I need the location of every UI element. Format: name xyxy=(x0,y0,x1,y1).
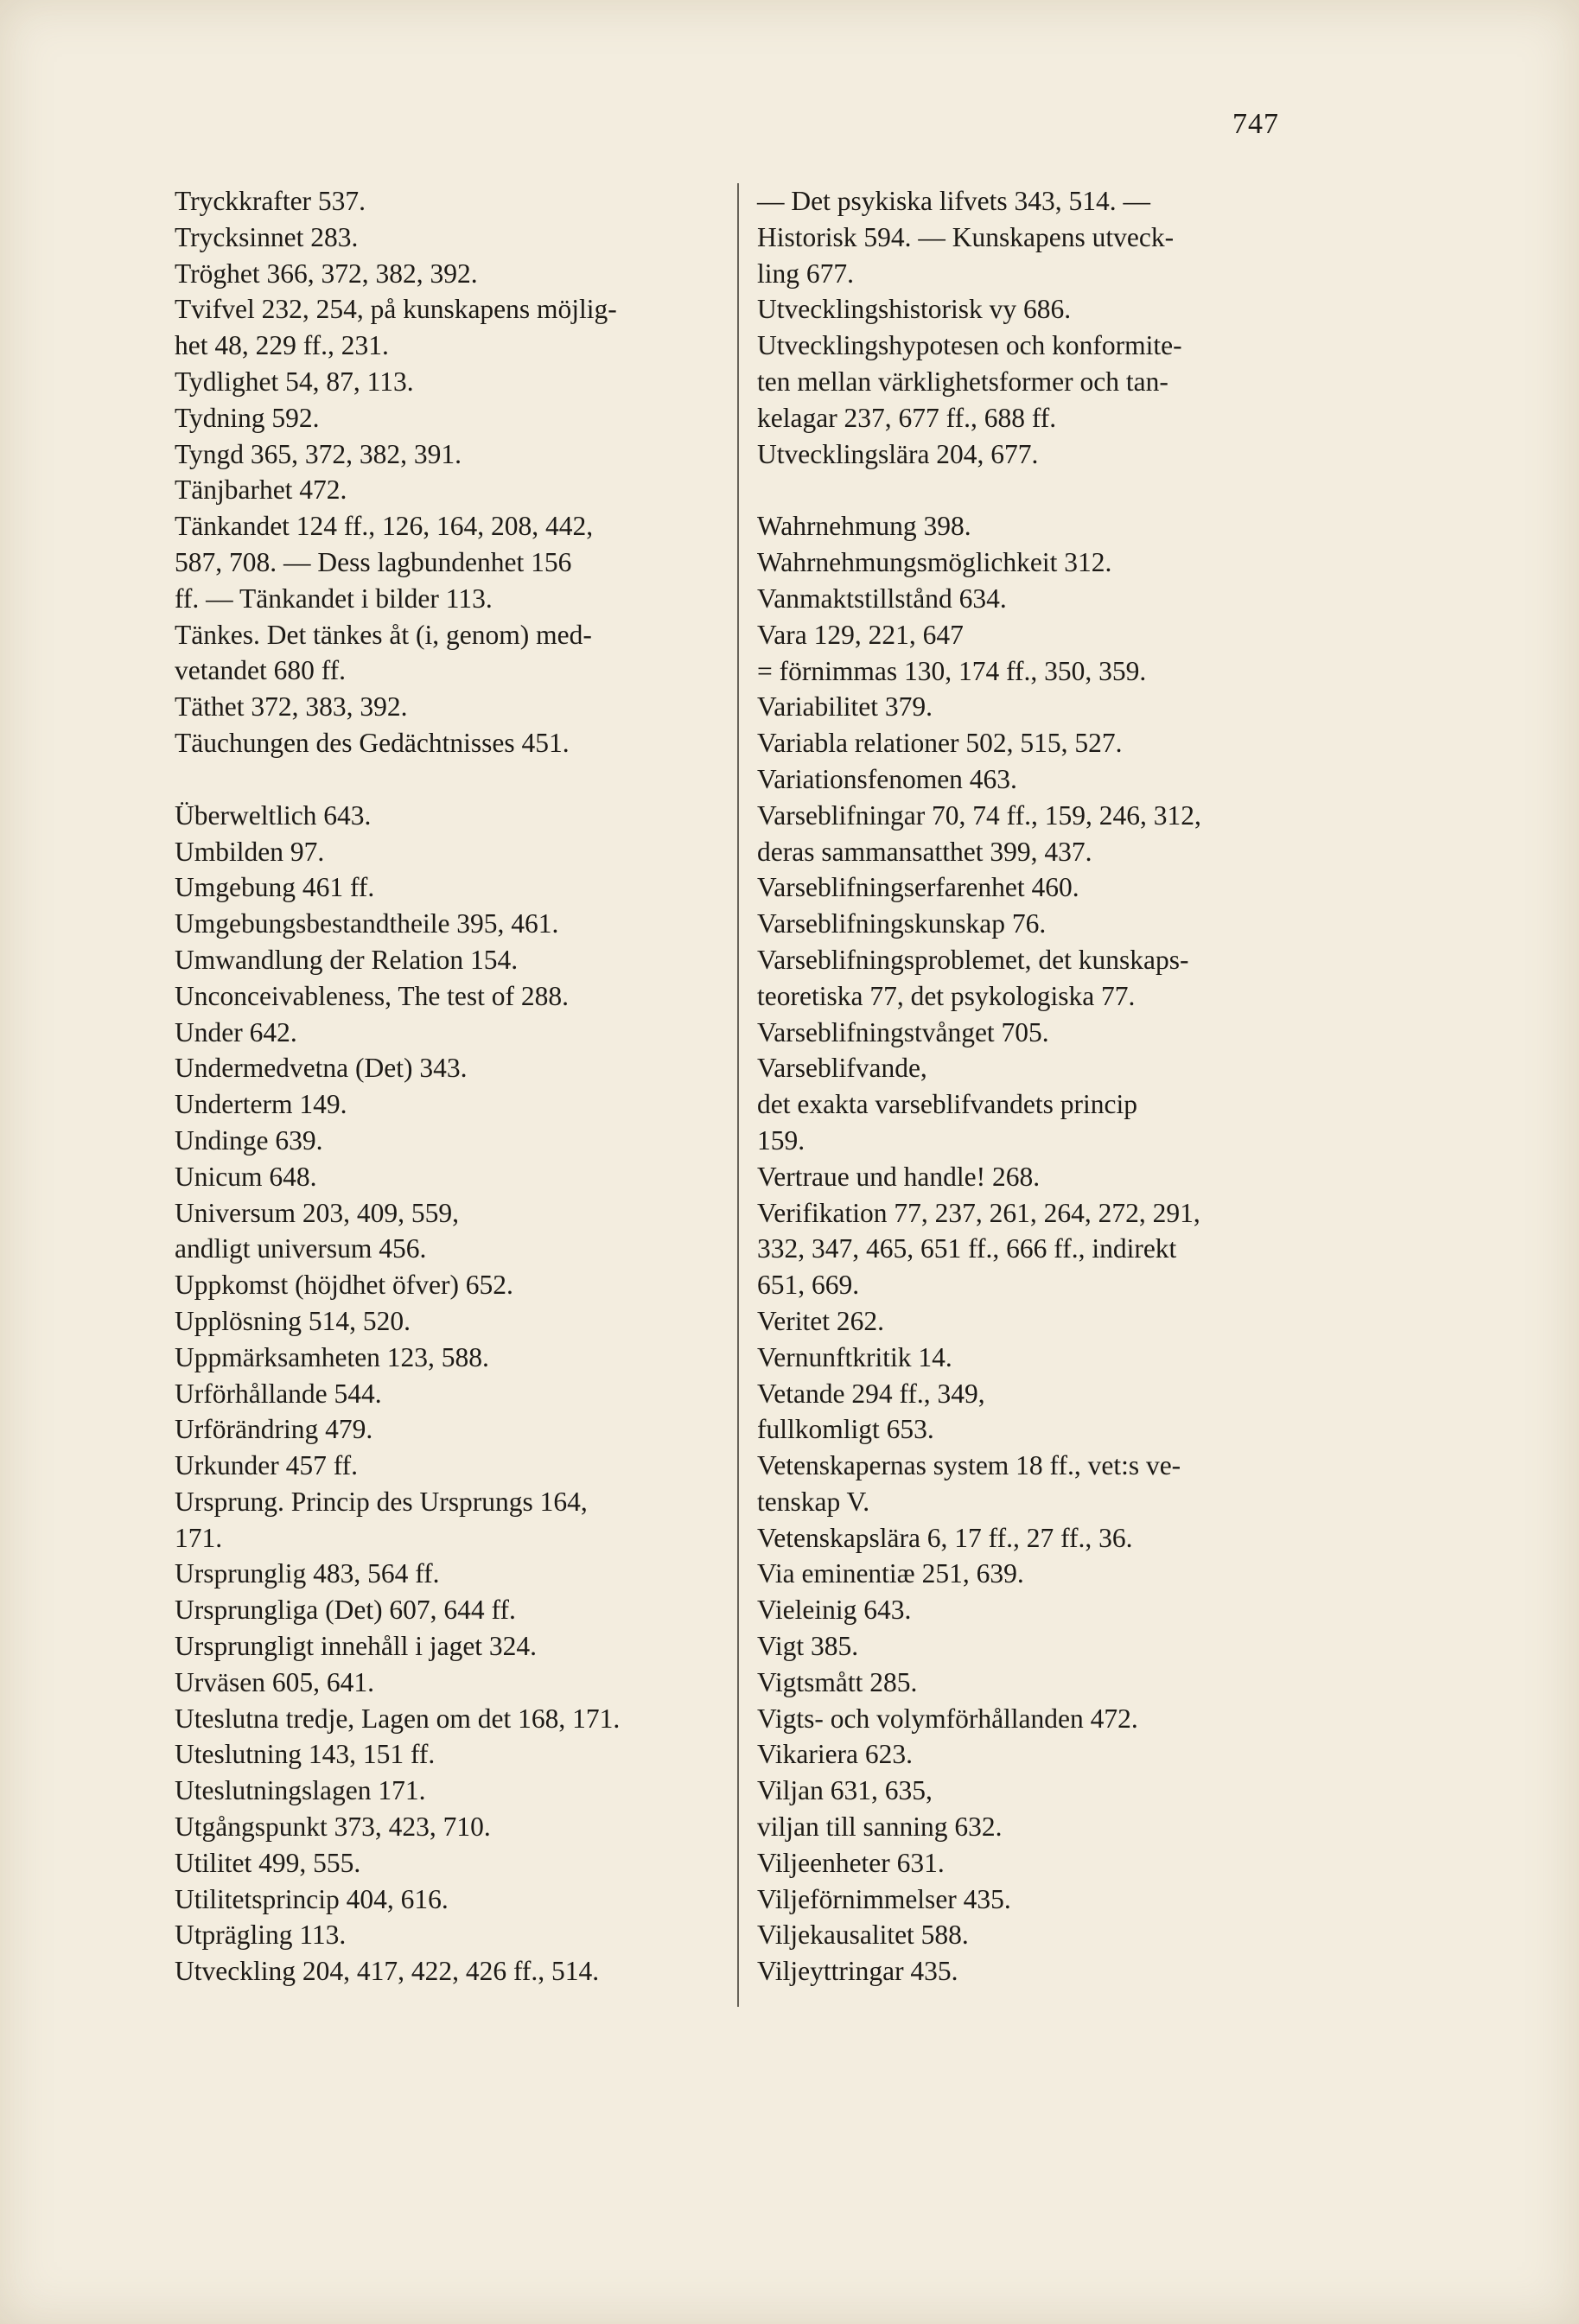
index-entry-line: Verifikation 77, 237, 261, 264, 272, 291, xyxy=(757,1197,1200,1228)
index-entry-continuation: deras sammansatthet 399, 437. xyxy=(757,836,1092,867)
index-entry-continuation: andligt universum 456. xyxy=(175,1233,427,1264)
index-entry-line: Viljan 631, 635, xyxy=(757,1775,933,1806)
index-entry xyxy=(757,1303,1310,1340)
index-entry-continuation: = förnimmas 130, 174 ff., 350, 359. xyxy=(757,655,1147,686)
index-entry-line: Varseblifningsproblemet, det kunskaps- xyxy=(757,944,1189,975)
index-entry xyxy=(175,1086,728,1123)
index-entry xyxy=(757,436,1310,473)
index-entry-line: Urväsen 605, 641. xyxy=(175,1666,374,1697)
index-entry-continuation: het 48, 229 ff., 231. xyxy=(175,330,389,361)
index-entry-line: Vetenskapernas system 18 ff., vet:s ve- xyxy=(757,1450,1181,1481)
index-entry-line: Vara 129, 221, 647 xyxy=(757,619,964,650)
index-entry-line: Tänkandet 124 ff., 126, 164, 208, 442, xyxy=(175,511,594,542)
index-entry-line: Tryckkrafter 537. xyxy=(175,186,366,216)
index-entry-line: Umgebung 461 ff. xyxy=(175,872,375,903)
index-entry-line: Wahrnehmungsmöglichkeit 312. xyxy=(757,547,1112,578)
index-entry xyxy=(175,291,728,364)
index-entry xyxy=(757,1195,1310,1303)
index-entry-continuation: kelagar 237, 677 ff., 688 ff. xyxy=(757,402,1057,433)
index-entry xyxy=(175,1881,728,1918)
index-entry-line: Variabilitet 379. xyxy=(757,691,933,723)
index-entry xyxy=(757,508,1310,544)
index-entry-line: Viljeförnimmelser 435. xyxy=(757,1883,1011,1914)
index-entry-continuation: vetandet 680 ff. xyxy=(175,655,346,686)
index-entry-line: Viljeenheter 631. xyxy=(757,1847,945,1878)
index-entry xyxy=(175,978,728,1015)
index-entry xyxy=(175,1050,728,1086)
index-entry xyxy=(175,1015,728,1051)
index-entry xyxy=(757,1448,1310,1520)
index-entry xyxy=(757,183,1310,291)
index-entry-continuation: viljan till sanning 632. xyxy=(757,1811,1003,1843)
index-entry xyxy=(175,1448,728,1484)
index-entry-continuation: 332, 347, 465, 651 ff., 666 ff., indirekt xyxy=(757,1233,1177,1264)
index-entry xyxy=(757,1845,1310,1881)
index-entry xyxy=(757,761,1310,798)
index-entry-line: Urförändring 479. xyxy=(175,1414,373,1445)
index-entry xyxy=(757,1159,1310,1195)
index-entry xyxy=(175,725,728,761)
index-entry xyxy=(757,725,1310,761)
index-entry-continuation: ff. — Tänkandet i bilder 113. xyxy=(175,583,493,614)
index-entry-line: Vigts- och volymförhållanden 472. xyxy=(757,1703,1138,1734)
index-entry xyxy=(175,1484,728,1557)
index-entry xyxy=(757,1665,1310,1701)
index-entry xyxy=(757,689,1310,725)
index-entry-line: Veritet 262. xyxy=(757,1305,884,1336)
index-entry xyxy=(757,1628,1310,1665)
index-entry xyxy=(175,1953,728,1990)
index-entry xyxy=(175,508,728,616)
index-entry-continuation: 587, 708. — Dess lagbundenhet 156 xyxy=(175,546,572,577)
index-entry xyxy=(175,1701,728,1737)
index-column-left xyxy=(175,183,728,1990)
index-entry xyxy=(175,1123,728,1159)
index-entry xyxy=(175,1845,728,1881)
index-entry-line: Tydlighet 54, 87, 113. xyxy=(175,366,414,397)
index-entry xyxy=(175,220,728,256)
index-entry-line: Vertraue und handle! 268. xyxy=(757,1161,1041,1192)
index-entry xyxy=(757,544,1310,581)
index-entry-line: Variationsfenomen 463. xyxy=(757,763,1017,794)
index-entry-line: Ursprungligt innehåll i jaget 324. xyxy=(175,1631,538,1662)
index-entry xyxy=(175,256,728,292)
index-entry-line: Uppkomst (höjdhet öfver) 652. xyxy=(175,1270,513,1301)
index-entry-line: Utilitetsprincip 404, 616. xyxy=(175,1883,449,1914)
index-entry xyxy=(757,328,1310,436)
index-entry xyxy=(757,1881,1310,1918)
index-entry-line: Vetenskapslära 6, 17 ff., 27 ff., 36. xyxy=(757,1522,1133,1553)
index-entry-line: Variabla relationer 502, 515, 527. xyxy=(757,728,1123,759)
index-entry-line: Vigtsmått 285. xyxy=(757,1666,918,1697)
index-entry xyxy=(175,1628,728,1665)
index-entry-line: Unicum 648. xyxy=(175,1161,317,1192)
index-entry-line: Umbilden 97. xyxy=(175,836,325,867)
index-entry-line: Urförhållande 544. xyxy=(175,1378,382,1409)
index-entry xyxy=(175,906,728,942)
index-entry-line: Varseblifvande, xyxy=(757,1053,927,1084)
index-entry-line: Utilitet 499, 555. xyxy=(175,1847,361,1878)
index-entry xyxy=(175,869,728,906)
index-entry-continuation: 159. xyxy=(757,1124,805,1156)
index-entry-line: Ursprungliga (Det) 607, 644 ff. xyxy=(175,1595,516,1626)
index-entry-line: Vigt 385. xyxy=(757,1631,859,1662)
index-entry-line: Überweltlich 643. xyxy=(175,799,372,831)
index-entry xyxy=(757,1917,1310,1953)
index-entry xyxy=(175,183,728,220)
index-entry xyxy=(175,1809,728,1845)
index-entry xyxy=(757,1340,1310,1376)
index-entry-line: Vieleinig 643. xyxy=(757,1595,912,1626)
index-entry xyxy=(175,1267,728,1303)
index-entry-line: Wahrnehmung 398. xyxy=(757,511,971,542)
index-entry xyxy=(175,1159,728,1195)
index-entry xyxy=(757,1556,1310,1592)
index-entry-line: — Det psykiska lifvets 343, 514. — xyxy=(757,186,1150,216)
index-entry-line: Vernunftkritik 14. xyxy=(757,1341,952,1372)
index-entry-line: Uppmärksamheten 123, 588. xyxy=(175,1341,489,1372)
index-entry xyxy=(757,1701,1310,1737)
index-entry-line: Täuchungen des Gedächtnisses 451. xyxy=(175,727,570,758)
index-entry-line: Umwandlung der Relation 154. xyxy=(175,944,519,975)
index-entry xyxy=(175,472,728,508)
index-entry-line: Under 642. xyxy=(175,1016,297,1047)
index-entry xyxy=(757,1015,1310,1051)
index-entry-line: Tvifvel 232, 254, på kunskapens möjlig- xyxy=(175,294,617,325)
index-entry-continuation: tenskap V. xyxy=(757,1486,870,1517)
index-entry xyxy=(175,1340,728,1376)
index-entry-line: Vetande 294 ff., 349, xyxy=(757,1378,985,1409)
index-entry-continuation: fullkomligt 653. xyxy=(757,1414,934,1445)
index-entry-continuation: 171. xyxy=(175,1522,223,1553)
index-entry-line: Viljeyttringar 435. xyxy=(757,1956,958,1987)
index-entry-line: Urkunder 457 ff. xyxy=(175,1450,358,1481)
index-entry-line: Utveckling 204, 417, 422, 426 ff., 514. xyxy=(175,1956,600,1987)
index-entry-line: Undermedvetna (Det) 343. xyxy=(175,1053,468,1084)
index-entry xyxy=(175,689,728,725)
index-entry xyxy=(175,1556,728,1592)
index-entry-line: Ursprunglig 483, 564 ff. xyxy=(175,1558,440,1589)
index-entry xyxy=(757,869,1310,906)
index-entry xyxy=(175,400,728,436)
index-entry xyxy=(757,906,1310,942)
index-entry xyxy=(175,1665,728,1701)
index-entry-line: Uteslutna tredje, Lagen om det 168, 171. xyxy=(175,1703,621,1734)
index-entry-line: Vanmaktstillstånd 634. xyxy=(757,583,1007,614)
index-entry xyxy=(175,834,728,870)
index-entry-continuation: ling 677. xyxy=(757,258,855,289)
index-entry xyxy=(175,436,728,473)
index-entry-line: Tänjbarhet 472. xyxy=(175,474,347,506)
index-entry-line: Tydning 592. xyxy=(175,402,320,433)
index-entry-line: Upplösning 514, 520. xyxy=(175,1305,411,1336)
index-entry-line: Viljekausalitet 588. xyxy=(757,1920,969,1951)
index-entry-line: Undinge 639. xyxy=(175,1124,323,1156)
index-entry-line: Unconceivableness, The test of 288. xyxy=(175,980,570,1011)
index-entry-line: Varseblifningserfarenhet 460. xyxy=(757,872,1079,903)
section-gap xyxy=(757,472,1310,508)
index-entry xyxy=(757,942,1310,1015)
index-entry-line: Tröghet 366, 372, 382, 392. xyxy=(175,258,478,289)
index-entry-line: Uteslutning 143, 151 ff. xyxy=(175,1739,436,1770)
index-entry-line: Tänkes. Det tänkes åt (i, genom) med- xyxy=(175,619,592,650)
index-entry-line: Trycksinnet 283. xyxy=(175,221,359,252)
index-entry xyxy=(175,942,728,978)
section-gap xyxy=(175,761,728,798)
index-entry-line: Utprägling 113. xyxy=(175,1920,347,1951)
index-entry xyxy=(757,1050,1310,1158)
index-entry-line: Via eminentiæ 251, 639. xyxy=(757,1558,1024,1589)
index-entry-line: Underterm 149. xyxy=(175,1089,347,1120)
index-entry xyxy=(175,1917,728,1953)
index-entry-line: Universum 203, 409, 559, xyxy=(175,1197,459,1228)
index-entry xyxy=(757,1736,1310,1773)
index-entry-continuation: ten mellan värklighetsformer och tan- xyxy=(757,366,1168,397)
index-column-right xyxy=(757,183,1310,1990)
index-entry xyxy=(757,1773,1310,1845)
index-entry-line: Utvecklingslära 204, 677. xyxy=(757,438,1039,469)
index-entry xyxy=(757,1592,1310,1628)
index-entry xyxy=(757,1376,1310,1449)
index-entry-continuation: Historisk 594. — Kunskapens utveck- xyxy=(757,221,1175,252)
index-entry xyxy=(175,1376,728,1412)
index-entry xyxy=(757,798,1310,870)
index-entry xyxy=(757,581,1310,617)
index-entry-line: Umgebungsbestandtheile 395, 461. xyxy=(175,908,559,939)
index-entry-line: Tyngd 365, 372, 382, 391. xyxy=(175,438,462,469)
index-entry-line: Ursprung. Princip des Ursprungs 164, xyxy=(175,1486,588,1517)
index-entry xyxy=(175,1592,728,1628)
index-entry xyxy=(175,1411,728,1448)
index-entry xyxy=(175,1303,728,1340)
index-entry xyxy=(175,364,728,400)
index-entry xyxy=(757,1520,1310,1557)
index-entry xyxy=(757,1953,1310,1990)
index-entry-line: Varseblifningar 70, 74 ff., 159, 246, 312, xyxy=(757,799,1201,831)
index-entry xyxy=(757,617,1310,690)
index-entry-line: Vikariera 623. xyxy=(757,1739,914,1770)
index-entry-continuation: teoretiska 77, det psykologiska 77. xyxy=(757,980,1136,1011)
index-entry-line: Varseblifningskunskap 76. xyxy=(757,908,1047,939)
index-entry-line: Uteslutningslagen 171. xyxy=(175,1775,426,1806)
index-entry xyxy=(175,1736,728,1773)
index-entry-line: Utgångspunkt 373, 423, 710. xyxy=(175,1811,491,1843)
index-entry xyxy=(757,291,1310,328)
index-entry-line: Varseblifningstvånget 705. xyxy=(757,1016,1049,1047)
index-entry xyxy=(175,798,728,834)
column-divider xyxy=(737,183,739,2007)
page-number: 747 xyxy=(1232,108,1279,140)
index-entry xyxy=(175,1773,728,1809)
index-entry xyxy=(175,1195,728,1268)
index-entry-line: Utvecklingshistorisk vy 686. xyxy=(757,294,1072,325)
index-entry xyxy=(175,617,728,690)
index-entry-line: Utvecklingshypotesen och konformite- xyxy=(757,330,1182,361)
index-entry-continuation: det exakta varseblifvandets princip xyxy=(757,1089,1137,1120)
index-entry-line: Täthet 372, 383, 392. xyxy=(175,691,408,723)
index-entry-continuation: 651, 669. xyxy=(757,1270,860,1301)
